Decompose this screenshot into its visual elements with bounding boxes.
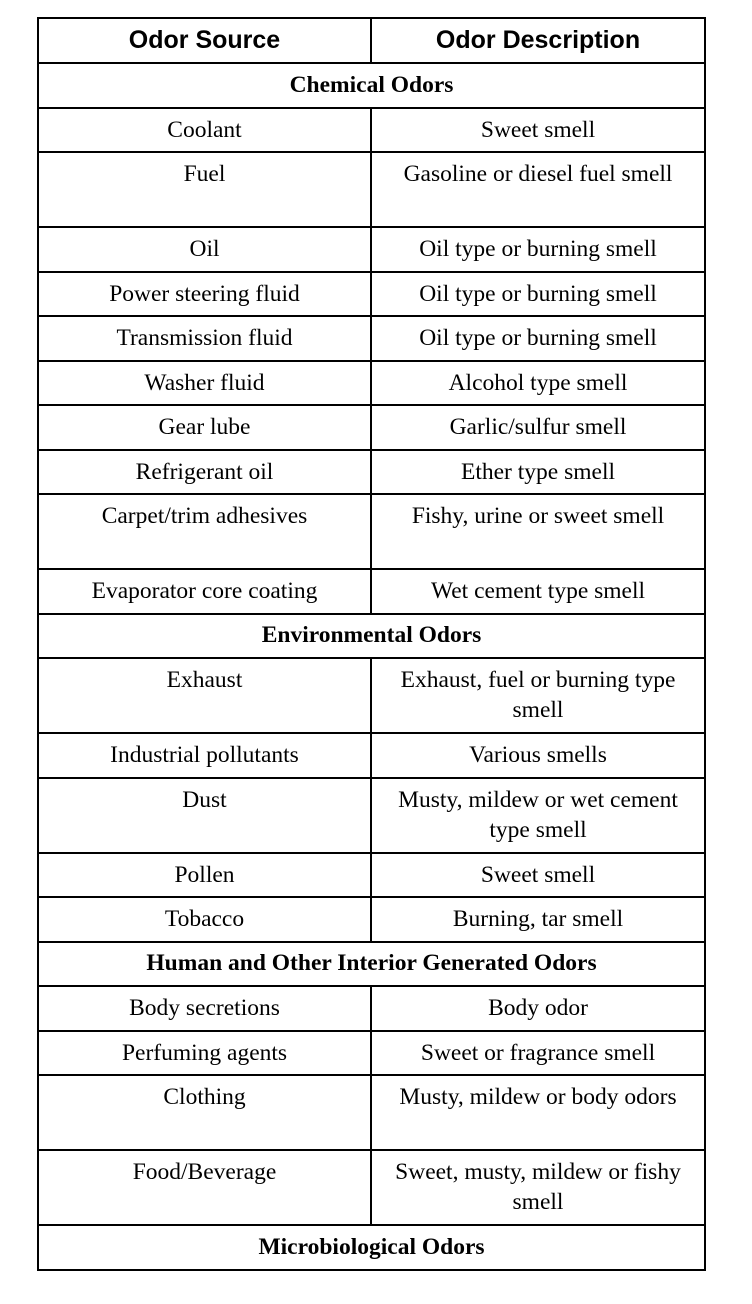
odor-source-cell: Refrigerant oil (38, 450, 371, 495)
table-row (38, 1075, 705, 1150)
odor-source-cell: Evaporator core coating (38, 569, 371, 614)
odor-description-cell: Oil type or burning smell (371, 316, 705, 361)
odor-description-cell: Musty, mildew or wet cement type smell (371, 778, 705, 853)
section-title-environmental-odors: Environmental Odors (38, 614, 705, 659)
section-row (38, 942, 705, 987)
odor-description-cell: Oil type or burning smell (371, 227, 705, 272)
odor-source-cell: Clothing (38, 1075, 371, 1150)
odor-source-cell: Body secretions (38, 986, 371, 1031)
odor-description-cell: Exhaust, fuel or burning type smell (371, 658, 705, 733)
odor-description-cell: Gasoline or diesel fuel smell (371, 152, 705, 227)
table-row (38, 227, 705, 272)
table-row (38, 1150, 705, 1225)
table-row (38, 108, 705, 153)
odor-description-cell: Fishy, urine or sweet smell (371, 494, 705, 569)
odor-description-cell: Oil type or burning smell (371, 272, 705, 317)
odor-source-cell: Food/Beverage (38, 1150, 371, 1225)
odor-description-cell: Body odor (371, 986, 705, 1031)
odor-description-cell: Various smells (371, 733, 705, 778)
table-row (38, 569, 705, 614)
odor-table (37, 17, 706, 1271)
header-row (38, 18, 705, 63)
odor-source-cell: Transmission fluid (38, 316, 371, 361)
section-title-microbiological-odors: Microbiological Odors (38, 1225, 705, 1270)
odor-description-cell: Burning, tar smell (371, 897, 705, 942)
odor-source-cell: Tobacco (38, 897, 371, 942)
table-row (38, 450, 705, 495)
table-row (38, 494, 705, 569)
table-row (38, 733, 705, 778)
table-row (38, 316, 705, 361)
odor-source-cell: Exhaust (38, 658, 371, 733)
odor-source-cell: Dust (38, 778, 371, 853)
section-title-chemical-odors: Chemical Odors (38, 63, 705, 108)
odor-source-cell: Perfuming agents (38, 1031, 371, 1076)
table-row (38, 986, 705, 1031)
table-row (38, 897, 705, 942)
odor-source-cell: Fuel (38, 152, 371, 227)
odor-description-cell: Sweet or fragrance smell (371, 1031, 705, 1076)
odor-description-cell: Sweet smell (371, 853, 705, 898)
odor-description-cell: Alcohol type smell (371, 361, 705, 406)
header-odor-description: Odor Description (371, 18, 705, 63)
section-title-human-interior-odors: Human and Other Interior Generated Odors (38, 942, 705, 987)
table-row (38, 778, 705, 853)
odor-source-cell: Industrial pollutants (38, 733, 371, 778)
table-row (38, 658, 705, 733)
odor-description-cell: Ether type smell (371, 450, 705, 495)
section-row (38, 614, 705, 659)
odor-description-cell: Musty, mildew or body odors (371, 1075, 705, 1150)
table-row (38, 272, 705, 317)
odor-description-cell: Garlic/sulfur smell (371, 405, 705, 450)
odor-description-cell: Wet cement type smell (371, 569, 705, 614)
table-row (38, 152, 705, 227)
odor-source-cell: Coolant (38, 108, 371, 153)
header-odor-source: Odor Source (38, 18, 371, 63)
section-row (38, 1225, 705, 1270)
odor-source-cell: Carpet/trim adhesives (38, 494, 371, 569)
section-row (38, 63, 705, 108)
odor-description-cell: Sweet smell (371, 108, 705, 153)
odor-source-cell: Oil (38, 227, 371, 272)
table-row (38, 1031, 705, 1076)
odor-source-cell: Washer fluid (38, 361, 371, 406)
table-row (38, 853, 705, 898)
odor-source-cell: Power steering fluid (38, 272, 371, 317)
odor-description-cell: Sweet, musty, mildew or fishy smell (371, 1150, 705, 1225)
table-row (38, 405, 705, 450)
odor-source-cell: Gear lube (38, 405, 371, 450)
odor-source-cell: Pollen (38, 853, 371, 898)
table-row (38, 361, 705, 406)
